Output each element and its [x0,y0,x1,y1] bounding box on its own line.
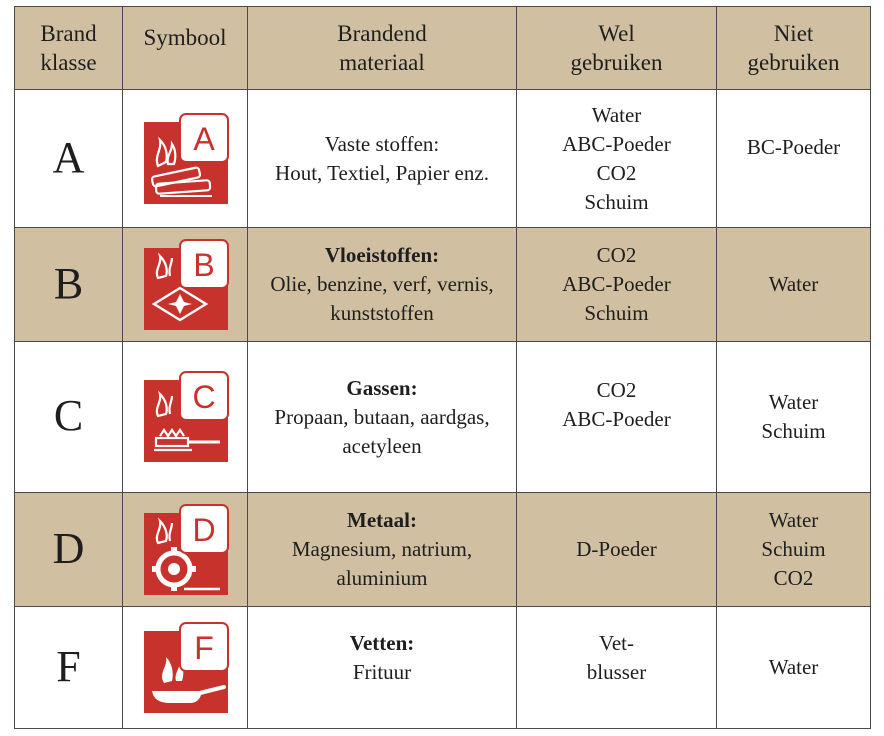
extinguisher-item: Schuim [761,537,826,561]
symbol-letter: F [194,629,214,666]
symbol-cell [123,493,248,607]
class-letter-cell [15,607,123,729]
extinguisher-item: ABC-Poeder [562,407,671,431]
extinguisher-item: CO2 [596,160,637,185]
burning-wood-icon [140,112,230,206]
material-examples: acetyleen [342,433,422,458]
class-letter-cell [15,90,123,228]
extinguisher-item: CO2 [596,243,637,267]
header-brandend-materiaal-line-1: Brandend [337,21,427,46]
class-letter-cell [15,342,123,493]
extinguisher-item: Water [768,272,819,296]
gas-burner-icon [140,370,230,464]
wel-gebruiken-cell [517,90,717,228]
fire-class-row-a [15,90,871,228]
material-examples: Olie, benzine, verf, vernis, [270,272,494,296]
material-type: Vloeistoffen: [324,243,440,267]
header-wel-gebruiken [517,7,717,90]
material-cell [248,228,517,342]
class-letter-cell [15,493,123,607]
fire-class-row-b [15,228,871,342]
symbol-letter: B [193,246,215,283]
symbol-cell [123,342,248,493]
burning-frying-pan-icon [140,621,230,715]
extinguisher-item: Schuim [761,419,826,443]
symbol-letter: A [193,120,215,157]
class-letter: C [53,391,84,440]
fire-class-table [14,6,871,729]
header-niet-gebruiken-line-1: Niet [773,21,814,46]
extinguisher-item: Vet- [599,631,634,655]
header-row [15,7,871,90]
fire-class-row-f [15,607,871,729]
extinguisher-item: CO2 [773,566,814,590]
class-letter: A [52,132,85,182]
material-type: Vetten: [349,631,415,655]
niet-gebruiken-cell [717,90,871,228]
extinguisher-item: Schuim [584,189,649,214]
header-brandend-materiaal [248,7,517,90]
fire-class-row-c [15,342,871,493]
material-examples: Frituur [352,660,412,684]
class-letter: F [56,641,81,691]
extinguisher-item: Water [768,508,819,532]
extinguisher-item: CO2 [596,378,637,402]
extinguisher-item: Water [768,390,819,414]
symbol-letter: D [192,511,216,548]
extinguisher-item: D-Poeder [576,537,657,561]
header-brandklasse-line-1: Brand [40,21,97,46]
header-niet-gebruiken [717,7,871,90]
material-examples: kunststoffen [330,301,434,325]
header-brandklasse-line-2: klasse [40,50,97,75]
niet-gebruiken-cell [717,228,871,342]
material-type: Gassen: [346,375,418,400]
wel-gebruiken-cell [517,228,717,342]
material-examples: Hout, Textiel, Papier enz. [275,160,489,185]
material-cell [248,90,517,228]
fire-class-row-d [15,493,871,607]
class-letter: B [53,258,84,308]
extinguisher-item: blusser [586,660,647,684]
extinguisher-item: Water [768,655,819,679]
niet-gebruiken-cell [717,493,871,607]
class-letter-cell [15,228,123,342]
header-brandend-materiaal-line-2: materiaal [339,50,425,75]
header-wel-gebruiken-line-2: gebruiken [570,50,663,75]
niet-gebruiken-cell [717,342,871,493]
material-examples: aluminium [336,566,428,590]
material-examples: Propaan, butaan, aardgas, [274,404,490,429]
header-niet-gebruiken-line-2: gebruiken [747,50,840,75]
material-cell [248,493,517,607]
header-symbool-label: Symbool [143,25,227,50]
wel-gebruiken-cell [517,607,717,729]
material-examples: Magnesium, natrium, [291,537,473,561]
header-wel-gebruiken-line-1: Wel [598,21,635,46]
niet-gebruiken-cell [717,607,871,729]
header-brandklasse [15,7,123,90]
header-symbool [123,7,248,90]
material-type: Metaal: [347,508,417,532]
extinguisher-item: ABC-Poeder [562,272,671,296]
extinguisher-item: Water [591,102,642,127]
wel-gebruiken-cell [517,342,717,493]
class-letter: D [52,523,85,573]
symbol-cell [123,90,248,228]
extinguisher-item: BC-Poeder [746,135,841,159]
symbol-letter: C [192,379,216,415]
material-cell [248,342,517,493]
extinguisher-item: ABC-Poeder [562,131,671,156]
material-cell [248,607,517,729]
symbol-cell [123,228,248,342]
burning-liquid-icon [140,238,230,332]
extinguisher-item: Schuim [584,301,649,325]
wel-gebruiken-cell [517,493,717,607]
symbol-cell [123,607,248,729]
burning-metal-gear-icon [140,503,230,597]
material-type: Vaste stoffen: [324,131,440,156]
